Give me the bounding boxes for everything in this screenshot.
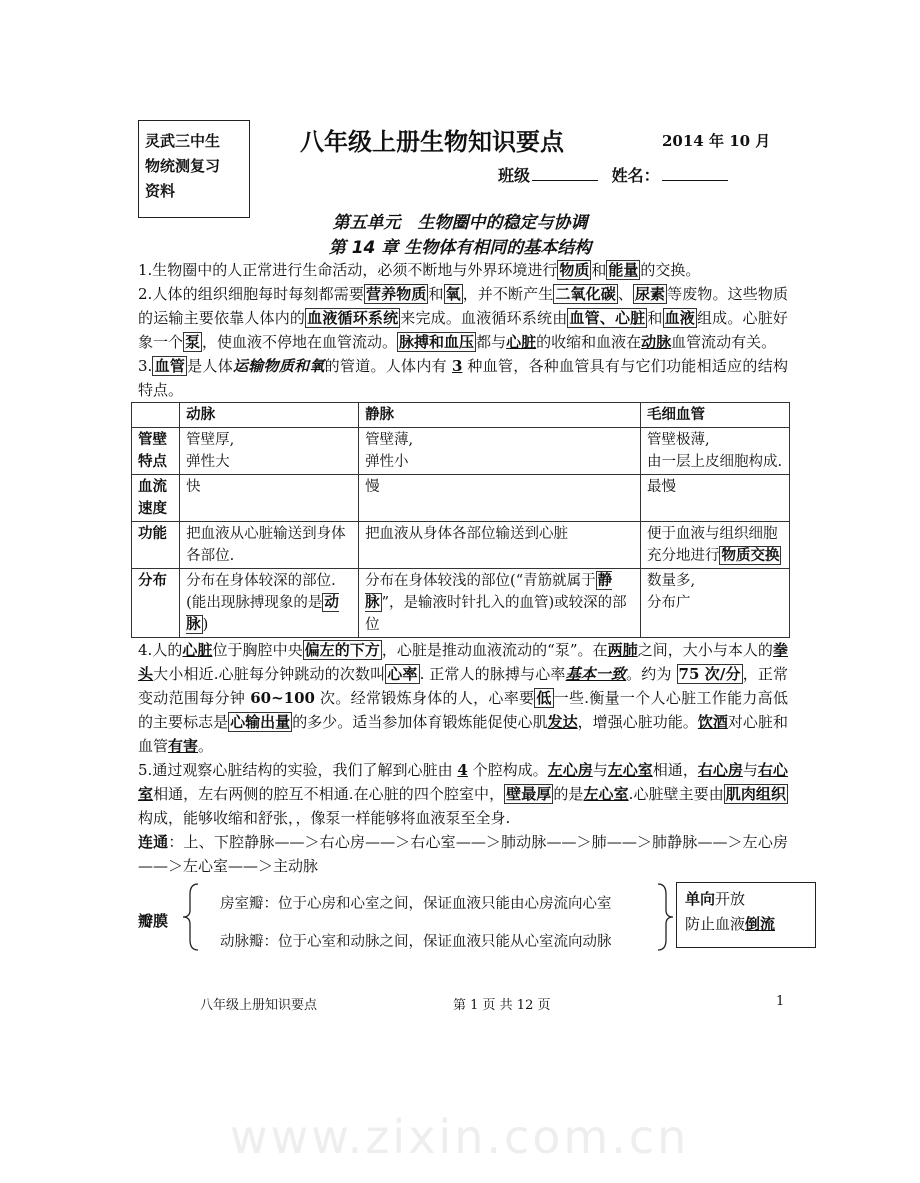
table-cell	[359, 569, 641, 638]
cell-line: 管壁极薄,	[646, 432, 710, 448]
footer	[138, 994, 788, 1014]
text-segment: 与	[592, 761, 608, 779]
key-term: 饮酒	[697, 713, 728, 731]
cell-line: 快	[186, 479, 201, 495]
valve-note-line	[685, 912, 807, 937]
watermark: www.zixin.com.cn	[230, 1110, 690, 1164]
text-segment: 位于胸腔中央	[212, 641, 303, 659]
table-row	[132, 475, 790, 522]
valve-note2-underlined: 倒流	[745, 915, 776, 933]
valve-function-box	[676, 882, 816, 948]
key-term: 二氧化碳	[555, 285, 616, 303]
table-cell	[640, 475, 789, 522]
paragraph	[138, 354, 788, 402]
cell-line: 管壁薄,	[365, 432, 414, 448]
text-segment: 。约为	[626, 665, 677, 683]
text-segment: 、	[617, 285, 633, 303]
key-term: 尿素	[634, 285, 666, 303]
table-row	[132, 428, 790, 475]
cell-text: 分布在身体较深的部位.(能出现脉搏现象的是	[186, 573, 336, 611]
key-term: 营养物质	[365, 285, 427, 303]
key-term: 心输出量	[230, 713, 291, 731]
right-brace-icon	[655, 882, 677, 952]
key-term: 基本一致	[565, 665, 627, 683]
text-segment: 血管流动有关。	[671, 333, 777, 351]
key-term: 动脉	[641, 333, 672, 351]
footer-title: 八年级上册知识要点	[200, 998, 318, 1013]
key-term: 心脏	[182, 641, 213, 659]
cell-text: ”，是输液时针扎入的血管)或较深的部位	[365, 595, 627, 633]
column-header: 静脉	[359, 403, 641, 428]
key-term: 运输物质和氧	[233, 357, 325, 375]
text-segment: 等废物。这些物质的运输主要依靠人体内的	[138, 285, 788, 327]
key-term: 泵	[185, 333, 201, 351]
table-cell	[640, 522, 789, 569]
text-segment: 大小相近.心脏每分钟跳动的次数叫	[153, 665, 386, 683]
text-segment: 相通，左右两侧的腔互不相通.在心脏的四个腔室中，	[153, 785, 505, 803]
table-header-row	[132, 403, 790, 428]
row-header: 分布	[132, 569, 180, 638]
table-cell	[180, 569, 359, 638]
column-header: 动脉	[180, 403, 359, 428]
key-term: 静脉	[365, 572, 613, 611]
valve-item-atrioventricular: 房室瓣：位于心房和心室之间，保证血液只能由心房流向心室	[220, 896, 612, 912]
table-cell	[640, 569, 789, 638]
text-segment: ，正常变动范围每分钟	[138, 665, 788, 707]
text-segment: ：上、下腔静脉——＞右心房——＞右心室——＞肺动脉——＞肺——＞肺静脉——＞左心房——＞左心室——＞主动脉	[138, 833, 788, 875]
text-segment: 与	[742, 761, 758, 779]
valve-note-rest: 开放	[715, 890, 746, 908]
class-label: 班级	[498, 166, 531, 185]
cell-text: )	[202, 617, 209, 633]
cell-line: 管壁厚,	[186, 432, 235, 448]
paragraph	[138, 830, 788, 878]
text-segment: 和	[591, 261, 607, 279]
key-term: 右心室	[138, 761, 788, 803]
key-term: 左心房	[547, 761, 593, 779]
school-label-line: 物统测复习	[145, 157, 221, 175]
paragraph	[138, 758, 788, 830]
text-segment: 都与	[476, 333, 507, 351]
text-segment: 4.人的	[138, 641, 183, 659]
table-cell	[180, 428, 359, 475]
text-segment: 。	[198, 737, 214, 755]
text-segment: 的管道。人体内有	[324, 357, 452, 375]
table-container	[131, 402, 790, 638]
key-term: 能量	[608, 261, 639, 279]
key-term: 4	[457, 761, 468, 779]
key-term: 心脏	[506, 333, 537, 351]
text-segment: 的交换。	[640, 261, 701, 279]
key-term: 物质交换	[721, 547, 780, 564]
key-term: 有害	[168, 737, 199, 755]
table-cell	[359, 475, 641, 522]
key-term: 3	[451, 357, 463, 375]
key-term: 发达	[547, 713, 578, 731]
text-segment: ，使血液不停地在血管流动。	[202, 333, 398, 351]
document-title: 八年级上册生物知识要点	[300, 128, 564, 156]
key-term: 血管	[154, 357, 186, 375]
text-segment: 5.通过观察心脏结构的实验，我们了解到心脏由	[138, 761, 458, 779]
footer-page-number: 第 1 页 共 12 页	[453, 998, 551, 1013]
text-segment: 次。经常锻炼身体的人，心率要	[314, 689, 535, 707]
table-row	[132, 569, 790, 638]
key-term: 75 次/分	[678, 665, 741, 683]
text-segment: 种血管，各种血管具有与它们功能相适应的结构特点。	[138, 357, 788, 399]
table-cell	[640, 428, 789, 475]
cell-line: 便于血液与组织细胞充分地进行	[646, 526, 778, 564]
name-label: 姓名：	[611, 166, 660, 185]
footer-page: 1	[776, 994, 785, 1009]
text-segment: 构成，能够收缩和舒张，，像泵一样能够将血液泵至全身.	[138, 809, 511, 827]
text-segment: 一些.衡量一个人心脏工作能力高低的主要标志是	[138, 689, 788, 731]
key-term: 壁最厚	[506, 785, 552, 803]
key-term: 偏左的下方	[304, 641, 380, 659]
text-segment: 个腔构成。	[467, 761, 548, 779]
text-segment: .心脏壁主要由	[628, 785, 724, 803]
key-term: 两肺	[607, 641, 638, 659]
key-term: 右心房	[697, 761, 743, 779]
text-segment: 组成。心脏好象一个	[138, 309, 788, 351]
text-segment: 之间，大小与本人的	[637, 641, 773, 659]
column-header: 毛细血管	[640, 403, 789, 428]
table-cell	[359, 428, 641, 475]
key-term: 氧	[445, 285, 461, 303]
cell-line: 最慢	[646, 479, 676, 495]
paragraph	[138, 282, 788, 354]
column-header	[132, 403, 180, 428]
chapter-heading: 第 14 章 生物体有相同的基本结构	[328, 238, 592, 258]
cell-line: 慢	[365, 479, 380, 495]
valve-note-bold: 单向	[685, 890, 716, 908]
text-segment: 3.	[138, 357, 153, 375]
document-date: 2014 年 10 月	[662, 132, 771, 150]
text-segment: 对心脏和血管	[138, 713, 788, 755]
valve-note2: 防止血液	[685, 915, 746, 933]
row-header: 血流速度	[132, 475, 180, 522]
text-segment: 和	[647, 309, 663, 327]
left-brace-icon	[180, 882, 202, 952]
key-term: 左心室	[607, 761, 653, 779]
valve-label: 瓣膜	[138, 912, 169, 930]
text-segment: 1.生物圈中的人正常进行生命活动，必须不断地与外界环境进行	[138, 261, 558, 279]
key-term: 低	[536, 689, 552, 707]
cell-line: 分布广	[646, 595, 691, 611]
text-segment: 的收缩和血液在	[536, 333, 642, 351]
text-segment: 和	[428, 285, 444, 303]
key-term: 物质	[559, 261, 590, 279]
key-term: 心率	[387, 665, 418, 683]
table-row	[132, 522, 790, 569]
key-term: 肌肉组织	[725, 785, 786, 803]
key-term: 血管、心脏	[569, 309, 646, 327]
text-segment: 来完成。血液循环系统由	[400, 309, 568, 327]
key-term: 连通	[138, 833, 169, 851]
paragraph	[138, 638, 788, 758]
key-term: 动脉	[186, 594, 339, 633]
text-segment: . 正常人的脉搏与心率	[419, 665, 566, 683]
cell-line: 把血液从心脏输送到身体各部位.	[186, 526, 346, 564]
text-segment: 相通，	[652, 761, 698, 779]
cell-line: 弹性大	[186, 454, 230, 470]
row-header: 管壁特点	[132, 428, 180, 475]
cell-line: 由一层上皮细胞构成.	[646, 454, 783, 470]
text-segment: 2.人体的组织细胞每时每刻都需要	[138, 285, 364, 303]
key-term: 血液循环系统	[307, 309, 399, 327]
paragraphs-bottom	[138, 638, 788, 878]
valve-note-line	[685, 887, 807, 912]
paragraph	[138, 258, 788, 282]
cell-line: 弹性小	[365, 454, 409, 470]
key-term: 拳头	[138, 641, 788, 683]
text-segment: ，并不断产生	[462, 285, 554, 303]
text-segment: 的是	[553, 785, 584, 803]
blood-vessel-table	[131, 402, 790, 638]
text-segment: 的多少。适当参加体育锻炼能促使心肌	[292, 713, 548, 731]
text-segment: ，心脏是推动血液流动的“泵”。在	[381, 641, 608, 659]
table-cell	[359, 522, 641, 569]
text-segment: 是人体	[187, 357, 233, 375]
school-label-line: 资料	[145, 182, 176, 200]
table-cell	[180, 475, 359, 522]
cell-line: 数量多,	[646, 573, 696, 589]
key-term: 脉搏和血压	[399, 333, 475, 351]
paragraphs-top	[138, 258, 788, 402]
key-term: 左心室	[583, 785, 629, 803]
document-body	[138, 0, 788, 1014]
key-term: 60~100	[250, 689, 315, 707]
table-cell	[180, 522, 359, 569]
valve-section	[138, 882, 788, 964]
valve-item-arterial: 动脉瓣：位于心室和动脉之间，保证血液只能从心室流向动脉	[220, 934, 612, 950]
cell-text: 分布在身体较浅的部位(“青筋就属于	[365, 573, 596, 589]
school-label-line: 灵武三中生	[145, 132, 221, 150]
text-segment: ，增强心脏功能。	[577, 713, 698, 731]
unit-heading: 第五单元 生物圈中的稳定与协调	[332, 213, 588, 233]
key-term: 血液	[664, 309, 695, 327]
row-header: 功能	[132, 522, 180, 569]
cell-line: 把血液从身体各部位输送到心脏	[365, 526, 569, 542]
